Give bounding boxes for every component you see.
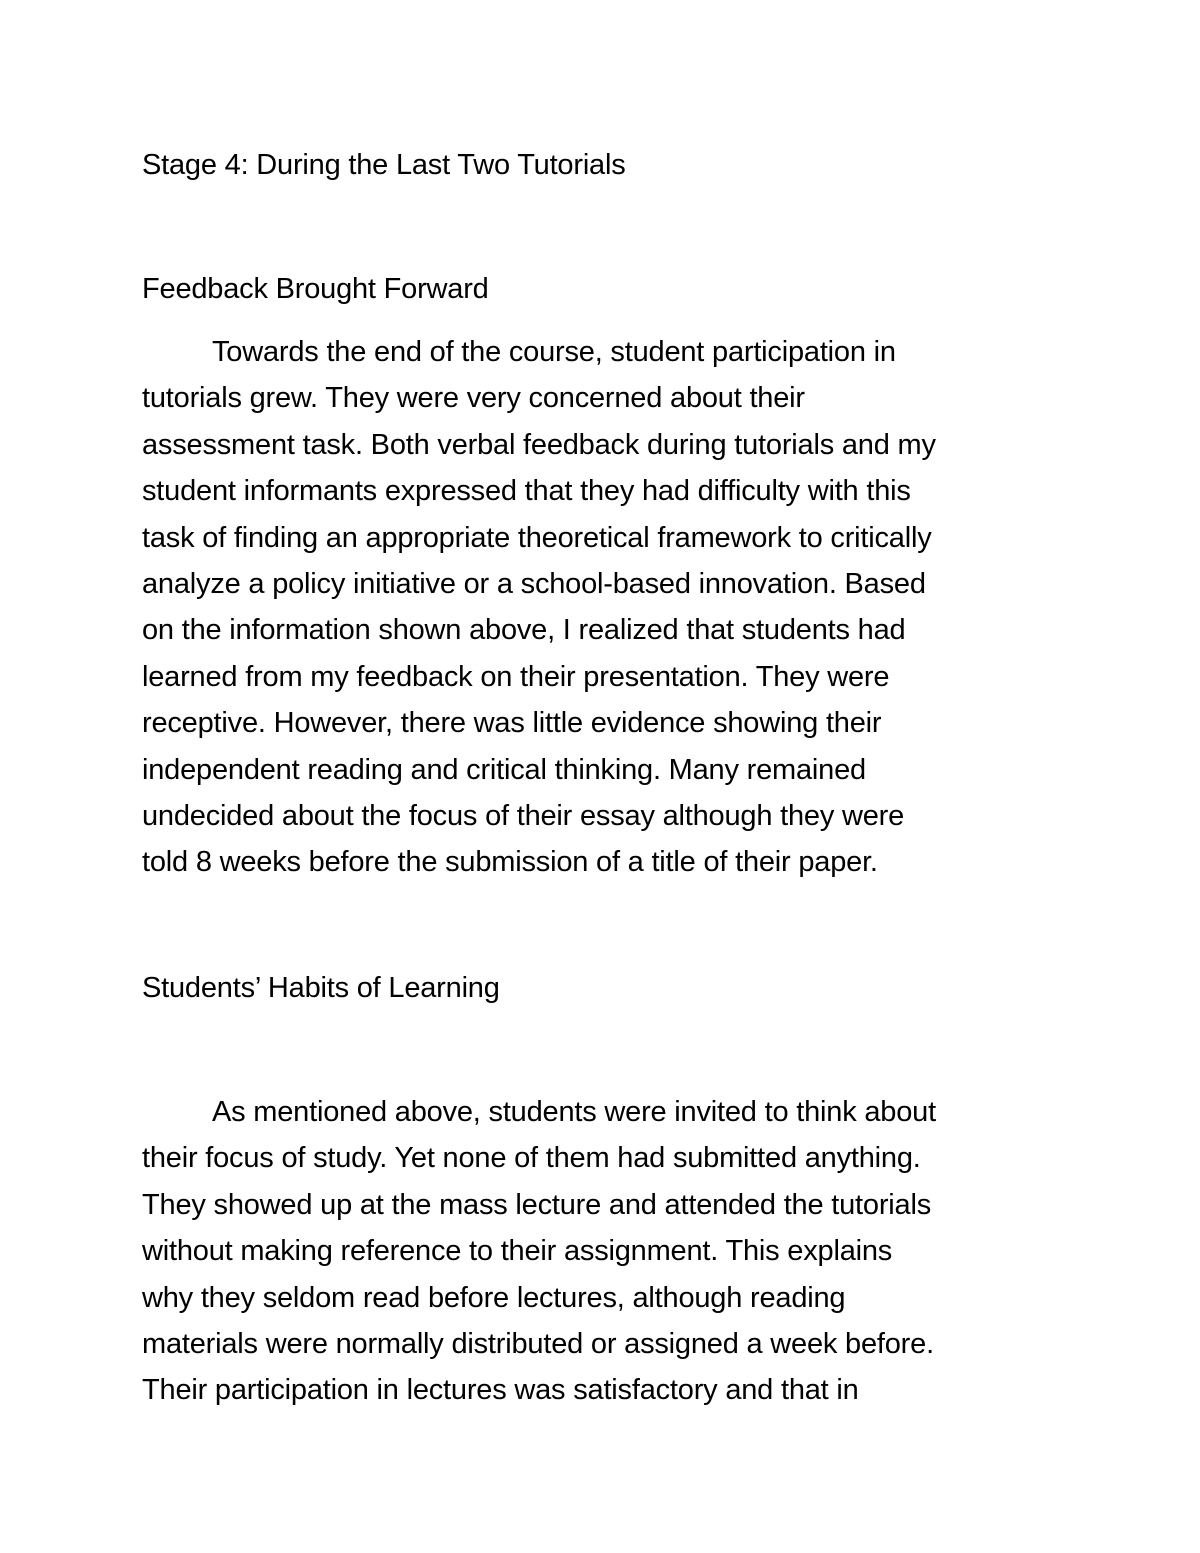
paragraph-line: materials were normally distributed or assigned a week before. xyxy=(142,1327,934,1360)
paragraph-line: why they seldom read before lectures, although reading xyxy=(142,1281,846,1314)
paragraph-line: As mentioned above, students were invited to think about xyxy=(212,1096,936,1128)
paragraph-line: student informants expressed that they had difficulty with this xyxy=(142,475,911,508)
paragraph-line: independent reading and critical thinking. Many remained xyxy=(142,753,866,786)
stage-heading: Stage 4: During the Last Two Tutorials xyxy=(142,149,626,181)
paragraph-line: told 8 weeks before the submission of a title of their paper. xyxy=(142,846,878,879)
paragraph-line: tutorials grew. They were very concerned about their xyxy=(142,382,805,415)
paragraph-line: Their participation in lectures was satisfactory and that in xyxy=(142,1374,859,1407)
paragraph-line: their focus of study. Yet none of them had submitted anything. xyxy=(142,1142,921,1175)
paragraph-feedback xyxy=(142,329,1072,886)
paragraph-line: assessment task. Both verbal feedback during tutorials and my xyxy=(142,428,936,461)
paragraph-line: learned from my feedback on their presentation. They were xyxy=(142,660,890,693)
paragraph-line: analyze a policy initiative or a school-based innovation. Based xyxy=(142,567,926,600)
paragraph-line: on the information shown above, I realized that students had xyxy=(142,614,906,647)
paragraph-line: without making reference to their assignment. This explains xyxy=(142,1235,893,1268)
paragraph-line: task of finding an appropriate theoretical framework to critically xyxy=(142,521,932,554)
paragraph-line: Towards the end of the course, student participation in xyxy=(212,336,896,368)
paragraph-line: undecided about the focus of their essay although they were xyxy=(142,799,905,832)
paragraph-line: receptive. However, there was little evidence showing their xyxy=(142,707,882,740)
section-heading-habits: Students’ Habits of Learning xyxy=(142,972,500,1004)
paragraph-habits xyxy=(142,1089,1072,1414)
section-heading-feedback: Feedback Brought Forward xyxy=(142,273,489,305)
paragraph-line: They showed up at the mass lecture and attended the tutorials xyxy=(142,1188,932,1221)
